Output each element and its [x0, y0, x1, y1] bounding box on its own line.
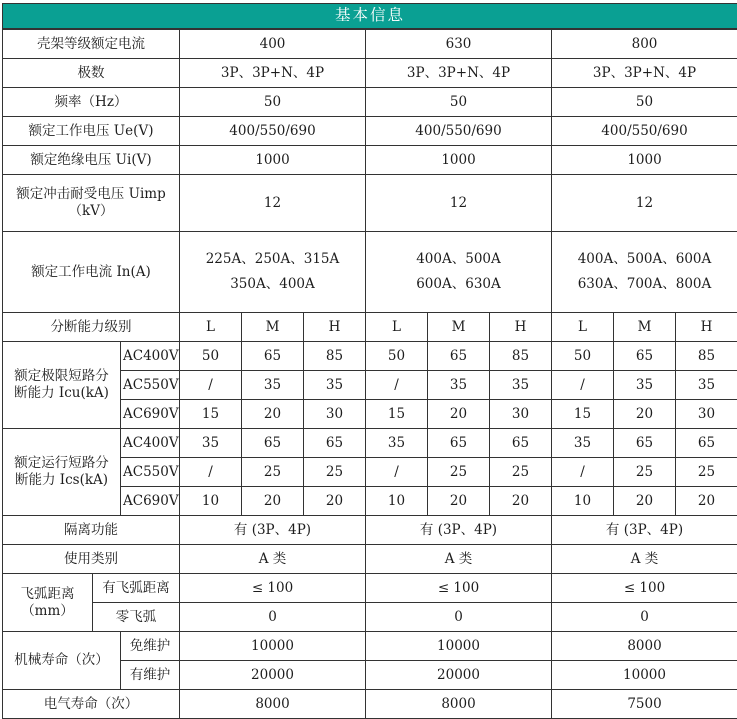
row-label-icu-line1: 额定极限短路分 [5, 368, 118, 385]
cell-utilization-3: A 类 [552, 545, 737, 574]
row-label-ics-line2: 断能力 Ics(kA) [5, 472, 118, 489]
row-label-frame-current: 壳架等级额定电流 [3, 29, 180, 59]
cell-mech-with-1: 20000 [180, 661, 366, 690]
row-label-arc-distance [3, 574, 93, 632]
cell-breaking-level-6: H [490, 313, 552, 342]
cell-isolation-1: 有 (3P、4P) [180, 516, 366, 545]
row-label-mechanical-life: 机械寿命（次） [3, 632, 121, 690]
cell-electrical-life-2: 8000 [366, 690, 552, 719]
cell-ics-ac400v-2: 65 [242, 429, 304, 458]
cell-icu-ac550v-9: 35 [676, 371, 737, 400]
cell-ics-ac550v-9: 25 [676, 458, 737, 487]
cell-ics-ac690v-6: 20 [490, 487, 552, 516]
cell-icu-ac690v-1: 15 [180, 400, 242, 429]
row-label-uimp-line1: 额定冲击耐受电压 Uimp [5, 186, 177, 203]
row-electrical-life [3, 690, 737, 719]
cell-ics-ac400v-8: 65 [614, 429, 676, 458]
row-frequency [3, 88, 737, 117]
cell-icu-ac550v-6: 35 [490, 371, 552, 400]
row-label-breaking-level: 分断能力级别 [3, 313, 180, 342]
cell-ui-3: 1000 [552, 146, 737, 175]
cell-ui-2: 1000 [366, 146, 552, 175]
cell-ics-ac550v-6: 25 [490, 458, 552, 487]
row-arc-with [3, 574, 737, 603]
cell-icu-ac550v-5: 35 [428, 371, 490, 400]
cell-electrical-life-1: 8000 [180, 690, 366, 719]
cell-ics-ac690v-4: 10 [366, 487, 428, 516]
cell-in-current-2-line1: 400A、500A [368, 251, 549, 268]
cell-icu-ac550v-1: / [180, 371, 242, 400]
cell-icu-ac400v-9: 85 [676, 342, 737, 371]
cell-icu-ac400v-4: 50 [366, 342, 428, 371]
cell-uimp-2: 12 [366, 175, 552, 232]
cell-frame-current-1: 400 [180, 29, 366, 59]
cell-ics-ac400v-3: 65 [304, 429, 366, 458]
cell-breaking-level-5: M [428, 313, 490, 342]
table-title: 基本信息 [3, 4, 737, 30]
cell-ics-ac550v-8: 25 [614, 458, 676, 487]
cell-electrical-life-3: 7500 [552, 690, 737, 719]
row-poles [3, 59, 737, 88]
cell-frequency-1: 50 [180, 88, 366, 117]
row-ics-ac400v [3, 429, 737, 458]
cell-icu-ac400v-3: 85 [304, 342, 366, 371]
cell-in-current-3 [552, 232, 737, 313]
row-mech-free [3, 632, 737, 661]
sublabel-arc-with: 有飞弧距离 [93, 574, 180, 603]
header-row [3, 4, 737, 30]
row-label-poles: 极数 [3, 59, 180, 88]
cell-breaking-level-1: L [180, 313, 242, 342]
sublabel-ics-ac400v: AC400V [121, 429, 180, 458]
cell-ics-ac690v-1: 10 [180, 487, 242, 516]
cell-ics-ac400v-5: 65 [428, 429, 490, 458]
row-label-ui: 额定绝缘电压 Ui(V) [3, 146, 180, 175]
cell-ics-ac550v-3: 25 [304, 458, 366, 487]
cell-ics-ac550v-2: 25 [242, 458, 304, 487]
cell-icu-ac400v-6: 85 [490, 342, 552, 371]
sublabel-arc-zero: 零飞弧 [93, 603, 180, 632]
cell-ics-ac400v-4: 35 [366, 429, 428, 458]
cell-icu-ac690v-8: 20 [614, 400, 676, 429]
cell-in-current-1-line2: 350A、400A [182, 276, 363, 293]
cell-icu-ac690v-3: 30 [304, 400, 366, 429]
cell-breaking-level-7: L [552, 313, 614, 342]
cell-frequency-3: 50 [552, 88, 737, 117]
sublabel-icu-ac400v: AC400V [121, 342, 180, 371]
cell-icu-ac690v-5: 20 [428, 400, 490, 429]
cell-icu-ac400v-2: 65 [242, 342, 304, 371]
cell-mech-with-3: 10000 [552, 661, 737, 690]
cell-icu-ac550v-8: 35 [614, 371, 676, 400]
row-label-icu-line2: 断能力 Icu(kA) [5, 385, 118, 402]
cell-frame-current-2: 630 [366, 29, 552, 59]
row-label-in-current: 额定工作电流 In(A) [3, 232, 180, 313]
row-breaking-level [3, 313, 737, 342]
cell-arc-with-1: ≤ 100 [180, 574, 366, 603]
cell-in-current-3-line2: 630A、700A、800A [554, 276, 735, 293]
cell-ics-ac690v-8: 20 [614, 487, 676, 516]
cell-in-current-2 [366, 232, 552, 313]
cell-icu-ac690v-6: 30 [490, 400, 552, 429]
row-label-arc-distance-line1: 飞弧距离 [5, 586, 90, 603]
cell-ics-ac690v-3: 20 [304, 487, 366, 516]
cell-ics-ac690v-2: 20 [242, 487, 304, 516]
cell-icu-ac550v-2: 35 [242, 371, 304, 400]
cell-poles-2: 3P、3P+N、4P [366, 59, 552, 88]
cell-mech-free-3: 8000 [552, 632, 737, 661]
cell-icu-ac400v-1: 50 [180, 342, 242, 371]
cell-ics-ac550v-7: / [552, 458, 614, 487]
cell-ue-3: 400/550/690 [552, 117, 737, 146]
cell-ui-1: 1000 [180, 146, 366, 175]
row-arc-zero [3, 603, 737, 632]
cell-ics-ac400v-1: 35 [180, 429, 242, 458]
row-ue [3, 117, 737, 146]
sublabel-mech-free: 免维护 [121, 632, 180, 661]
cell-breaking-level-2: M [242, 313, 304, 342]
sublabel-ics-ac550v: AC550V [121, 458, 180, 487]
cell-ics-ac400v-7: 35 [552, 429, 614, 458]
cell-utilization-1: A 类 [180, 545, 366, 574]
cell-icu-ac550v-4: / [366, 371, 428, 400]
cell-uimp-3: 12 [552, 175, 737, 232]
cell-in-current-1 [180, 232, 366, 313]
row-label-ue: 额定工作电压 Ue(V) [3, 117, 180, 146]
cell-breaking-level-8: M [614, 313, 676, 342]
row-label-uimp-line2: （kV） [5, 203, 177, 220]
cell-frame-current-3: 800 [552, 29, 737, 59]
cell-frequency-2: 50 [366, 88, 552, 117]
cell-isolation-2: 有 (3P、4P) [366, 516, 552, 545]
cell-in-current-3-line1: 400A、500A、600A [554, 251, 735, 268]
cell-breaking-level-4: L [366, 313, 428, 342]
cell-icu-ac400v-5: 65 [428, 342, 490, 371]
cell-icu-ac400v-8: 65 [614, 342, 676, 371]
cell-poles-3: 3P、3P+N、4P [552, 59, 737, 88]
sublabel-icu-ac690v: AC690V [121, 400, 180, 429]
row-icu-ac400v [3, 342, 737, 371]
sublabel-icu-ac550v: AC550V [121, 371, 180, 400]
row-isolation [3, 516, 737, 545]
cell-ics-ac690v-5: 20 [428, 487, 490, 516]
row-in-current [3, 232, 737, 313]
cell-icu-ac690v-2: 20 [242, 400, 304, 429]
row-utilization [3, 545, 737, 574]
cell-ics-ac400v-6: 65 [490, 429, 552, 458]
cell-mech-free-1: 10000 [180, 632, 366, 661]
cell-ue-2: 400/550/690 [366, 117, 552, 146]
cell-icu-ac690v-9: 30 [676, 400, 737, 429]
cell-icu-ac690v-7: 15 [552, 400, 614, 429]
cell-ics-ac550v-1: / [180, 458, 242, 487]
sublabel-ics-ac690v: AC690V [121, 487, 180, 516]
cell-breaking-level-3: H [304, 313, 366, 342]
cell-arc-zero-2: 0 [366, 603, 552, 632]
cell-in-current-1-line1: 225A、250A、315A [182, 251, 363, 268]
row-label-uimp [3, 175, 180, 232]
row-label-ics-line1: 额定运行短路分 [5, 455, 118, 472]
cell-icu-ac550v-3: 35 [304, 371, 366, 400]
row-label-utilization: 使用类别 [3, 545, 180, 574]
row-label-arc-distance-line2: （mm） [5, 603, 90, 620]
cell-icu-ac550v-7: / [552, 371, 614, 400]
row-uimp [3, 175, 737, 232]
cell-ics-ac550v-4: / [366, 458, 428, 487]
row-label-frequency: 频率（Hz） [3, 88, 180, 117]
cell-uimp-1: 12 [180, 175, 366, 232]
row-label-ics [3, 429, 121, 516]
cell-ics-ac400v-9: 65 [676, 429, 737, 458]
row-label-icu [3, 342, 121, 429]
row-label-isolation: 隔离功能 [3, 516, 180, 545]
cell-ics-ac550v-5: 25 [428, 458, 490, 487]
cell-arc-zero-3: 0 [552, 603, 737, 632]
cell-isolation-3: 有 (3P、4P) [552, 516, 737, 545]
cell-arc-with-2: ≤ 100 [366, 574, 552, 603]
cell-arc-zero-1: 0 [180, 603, 366, 632]
cell-ics-ac690v-9: 20 [676, 487, 737, 516]
spec-table [2, 3, 737, 719]
cell-mech-with-2: 20000 [366, 661, 552, 690]
cell-icu-ac400v-7: 50 [552, 342, 614, 371]
cell-breaking-level-9: H [676, 313, 737, 342]
cell-arc-with-3: ≤ 100 [552, 574, 737, 603]
cell-ics-ac690v-7: 10 [552, 487, 614, 516]
row-ui [3, 146, 737, 175]
row-label-electrical-life: 电气寿命（次） [3, 690, 180, 719]
cell-in-current-2-line2: 600A、630A [368, 276, 549, 293]
cell-poles-1: 3P、3P+N、4P [180, 59, 366, 88]
cell-icu-ac690v-4: 15 [366, 400, 428, 429]
sublabel-mech-with: 有维护 [121, 661, 180, 690]
cell-mech-free-2: 10000 [366, 632, 552, 661]
cell-ue-1: 400/550/690 [180, 117, 366, 146]
cell-utilization-2: A 类 [366, 545, 552, 574]
row-frame-current [3, 29, 737, 59]
